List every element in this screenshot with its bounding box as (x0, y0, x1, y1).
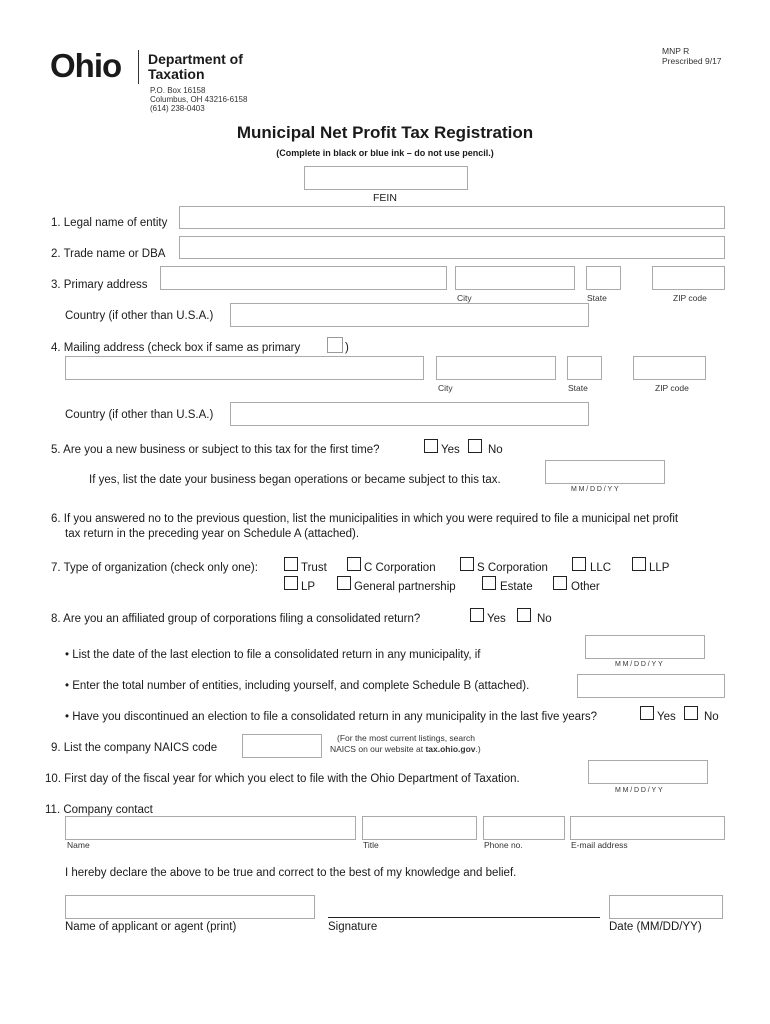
q8c-yes-checkbox[interactable] (640, 706, 654, 720)
q8c-label: • Have you discontinued an election to file a consolidated return in any municipality in the last five years? (65, 711, 598, 723)
primary-state-input[interactable] (586, 266, 621, 290)
primary-zip-input[interactable] (652, 266, 725, 290)
fiscal-year-date-input[interactable] (588, 760, 708, 784)
mailing-city-label: City (438, 383, 453, 393)
contact-title-label: Title (363, 840, 379, 850)
mailing-state-input[interactable] (567, 356, 602, 380)
q6-line1: 6. If you answered no to the previous question, list the municipalities in which you were required to file a municipal net profit (51, 513, 679, 525)
estate-checkbox[interactable] (482, 576, 496, 590)
fiscal-date-format: M M / D D / Y Y (615, 787, 663, 794)
legal-name-input[interactable] (179, 206, 725, 229)
primary-city-input[interactable] (455, 266, 575, 290)
c-corp-checkbox[interactable] (347, 557, 361, 571)
fein-label: FEIN (373, 192, 397, 204)
naics-code-input[interactable] (242, 734, 322, 758)
form-code: MNP R (662, 46, 690, 56)
llp-label: LLP (649, 562, 670, 574)
q8-no-checkbox[interactable] (517, 608, 531, 622)
country-label-mailing: Country (if other than U.S.A.) (65, 409, 214, 421)
q5-label: 5. Are you a new business or subject to this tax for the first time? (51, 444, 380, 456)
naics-note-end: .) (475, 744, 481, 754)
trust-checkbox[interactable] (284, 557, 298, 571)
q1-label: 1. Legal name of entity (51, 217, 168, 229)
lp-checkbox[interactable] (284, 576, 298, 590)
trade-name-input[interactable] (179, 236, 725, 259)
q8-yes-checkbox[interactable] (470, 608, 484, 622)
q7-label: 7. Type of organization (check only one): (51, 562, 258, 574)
naics-note-line1: (For the most current listings, search (337, 733, 475, 743)
contact-name-label: Name (67, 840, 90, 850)
naics-note-text: NAICS on our website at (330, 744, 426, 754)
q8-yes-label: Yes (487, 613, 506, 625)
mailing-zip-label: ZIP code (655, 383, 689, 393)
dept-line2: Taxation (148, 66, 205, 82)
declaration-text: I hereby declare the above to be true and correct to the best of my knowledge and belief. (65, 867, 517, 879)
naics-website-link[interactable]: tax.ohio.gov (425, 744, 476, 754)
q8-no-label: No (537, 613, 552, 625)
start-date-input[interactable] (545, 460, 665, 484)
q9-label: 9. List the company NAICS code (51, 742, 218, 754)
q8c-no-checkbox[interactable] (684, 706, 698, 720)
q5-no-checkbox[interactable] (468, 439, 482, 453)
sign-date-label: Date (MM/DD/YY) (609, 921, 702, 933)
q8a-label: • List the date of the last election to file a consolidated return in any municipality, if (65, 649, 481, 661)
q8c-yes-label: Yes (657, 711, 676, 723)
mailing-state-label: State (568, 383, 588, 393)
same-as-primary-checkbox[interactable] (327, 337, 343, 353)
general-partnership-checkbox[interactable] (337, 576, 351, 590)
mailing-address-input[interactable] (65, 356, 424, 380)
sign-date-input[interactable] (609, 895, 723, 919)
page-subtitle: (Complete in black or blue ink – do not use pencil.) (276, 148, 494, 158)
q6-line2: tax return in the preceding year on Schedule A (attached). (65, 528, 360, 540)
contact-email-input[interactable] (570, 816, 725, 840)
q10-label: 10. First day of the fiscal year for which you elect to file with the Ohio Department of Taxation. (45, 773, 520, 785)
llp-checkbox[interactable] (632, 557, 646, 571)
llc-label: LLC (590, 562, 612, 574)
dept-line1: Department of (148, 51, 243, 67)
mailing-city-input[interactable] (436, 356, 556, 380)
contact-phone-input[interactable] (483, 816, 565, 840)
primary-address-input[interactable] (160, 266, 447, 290)
ohio-logo: Ohio (50, 47, 122, 84)
contact-title-input[interactable] (362, 816, 477, 840)
q5-yes-checkbox[interactable] (424, 439, 438, 453)
applicant-name-input[interactable] (65, 895, 315, 919)
fein-input[interactable] (304, 166, 468, 190)
applicant-name-label: Name of applicant or agent (print) (65, 921, 237, 933)
q5-yes-label: Yes (441, 444, 460, 456)
address-line2: Columbus, OH 43216-6158 (150, 95, 248, 104)
trust-label: Trust (301, 562, 327, 574)
country-label-primary: Country (if other than U.S.A.) (65, 310, 214, 322)
signature-label: Signature (328, 921, 378, 933)
q8-label: 8. Are you an affiliated group of corporations filing a consolidated return? (51, 613, 421, 625)
entities-count-input[interactable] (577, 674, 725, 698)
q4-label: 4. Mailing address (check box if same as primary (51, 342, 301, 354)
estate-label: Estate (500, 581, 533, 593)
general-partnership-label: General partnership (354, 581, 456, 593)
q11-label: 11. Company contact (45, 804, 153, 816)
mailing-country-input[interactable] (230, 402, 589, 426)
prescribed-date: Prescribed 9/17 (662, 56, 722, 66)
address-line3: (614) 238-0403 (150, 104, 205, 113)
q2-label: 2. Trade name or DBA (51, 248, 166, 260)
s-corp-checkbox[interactable] (460, 557, 474, 571)
llc-checkbox[interactable] (572, 557, 586, 571)
q5b-label: If yes, list the date your business began operations or became subject to this tax. (89, 474, 501, 486)
start-date-format: M M / D D / Y Y (571, 486, 619, 493)
page-title: Municipal Net Profit Tax Registration (236, 123, 534, 142)
mailing-zip-input[interactable] (633, 356, 706, 380)
q8c-no-label: No (704, 711, 719, 723)
other-checkbox[interactable] (553, 576, 567, 590)
election-date-input[interactable] (585, 635, 705, 659)
other-label: Other (571, 581, 600, 593)
q3-label: 3. Primary address (51, 279, 148, 291)
q4-label-close: ) (345, 342, 349, 354)
q5-no-label: No (488, 444, 503, 456)
primary-city-label: City (457, 293, 472, 303)
contact-email-label: E-mail address (571, 840, 628, 850)
election-date-format: M M / D D / Y Y (615, 661, 663, 668)
primary-zip-label: ZIP code (673, 293, 707, 303)
q8b-label: • Enter the total number of entities, including yourself, and complete Schedule B (attached). (65, 680, 530, 692)
s-corp-label: S Corporation (477, 562, 548, 574)
naics-note-line2 (330, 744, 481, 754)
primary-country-input[interactable] (230, 303, 589, 327)
address-line1: P.O. Box 16158 (150, 86, 206, 95)
lp-label: LP (301, 581, 316, 593)
contact-name-input[interactable] (65, 816, 356, 840)
primary-state-label: State (587, 293, 607, 303)
c-corp-label: C Corporation (364, 562, 436, 574)
contact-phone-label: Phone no. (484, 840, 523, 850)
signature-line[interactable] (328, 917, 600, 918)
logo-divider (138, 50, 139, 84)
